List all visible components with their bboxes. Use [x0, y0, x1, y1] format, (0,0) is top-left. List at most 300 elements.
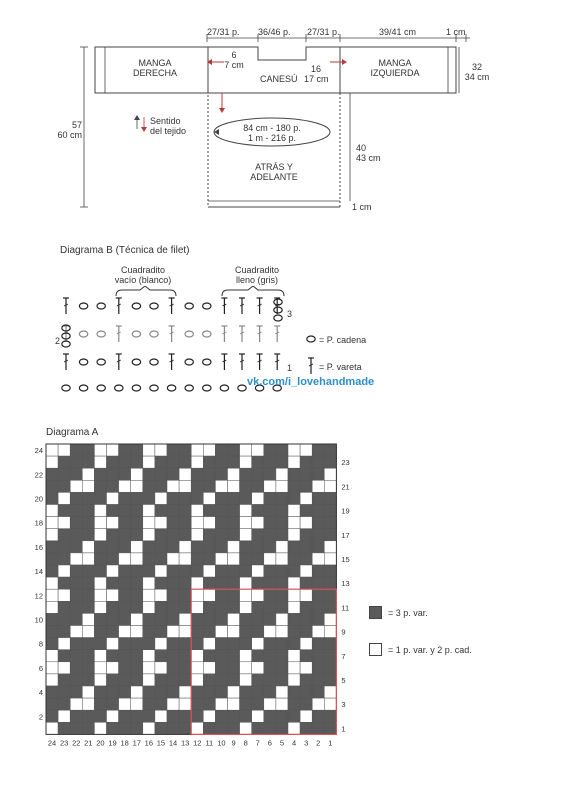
grid-cell	[288, 553, 300, 565]
grid-cell	[312, 613, 324, 625]
grid-cell	[203, 468, 215, 480]
grid-cell	[324, 553, 336, 565]
grid-cell	[288, 722, 300, 734]
grid-cell	[215, 638, 227, 650]
chain-stitch	[238, 385, 246, 391]
grid-cell	[228, 650, 240, 662]
grid-cell	[179, 444, 191, 456]
grid-cell	[46, 517, 58, 529]
filled-square-line2: lleno (gris)	[235, 275, 278, 285]
col-number: 3	[304, 738, 309, 748]
grid-cell	[155, 480, 167, 492]
grid-cell	[179, 565, 191, 577]
grid-cell	[70, 722, 82, 734]
row-number-left: 22	[34, 470, 43, 480]
grid-cell	[82, 529, 94, 541]
legend-filled-label: = 3 p. var.	[388, 608, 428, 618]
grid-cell	[143, 468, 155, 480]
grid-cell	[312, 517, 324, 529]
grid-cell	[215, 626, 227, 638]
grid-cell	[167, 553, 179, 565]
grid-cell	[215, 444, 227, 456]
grid-cell	[119, 662, 131, 674]
grid-cell	[70, 517, 82, 529]
grid-cell	[155, 601, 167, 613]
grid-cell	[82, 698, 94, 710]
grid-cell	[215, 662, 227, 674]
grid-cell	[288, 601, 300, 613]
grid-cell	[179, 674, 191, 686]
grid-cell	[119, 674, 131, 686]
col-number: 14	[168, 738, 178, 748]
grid-cell	[155, 638, 167, 650]
grid-cell	[276, 444, 288, 456]
col-number: 4	[291, 738, 297, 748]
grid-cell	[312, 541, 324, 553]
legend-chain-label: = P. cadena	[319, 335, 367, 345]
chain-stitch	[274, 299, 282, 305]
grid-cell	[82, 674, 94, 686]
grid-cell	[276, 480, 288, 492]
grid-cell	[252, 541, 264, 553]
row-number-right: 15	[341, 554, 350, 564]
row-number-left: 8	[38, 639, 43, 649]
grid-cell	[203, 710, 215, 722]
col-number: 16	[144, 738, 154, 748]
grid-cell	[264, 686, 276, 698]
grid-cell	[324, 492, 336, 504]
chain-stitch	[150, 303, 158, 309]
grid-cell	[324, 638, 336, 650]
grid-cell	[70, 553, 82, 565]
grid-cell	[288, 662, 300, 674]
grid-cell	[70, 505, 82, 517]
grid-cell	[324, 674, 336, 686]
sleeve-left-label	[355, 58, 435, 78]
grid-cell	[228, 517, 240, 529]
direction-label	[150, 116, 186, 136]
grid-cell	[107, 444, 119, 456]
grid-cell	[167, 722, 179, 734]
grid-cell	[203, 650, 215, 662]
grid-cell	[82, 541, 94, 553]
grid-cell	[203, 480, 215, 492]
grid-cell	[252, 517, 264, 529]
grid-cell	[312, 626, 324, 638]
row-number-right: 5	[341, 675, 346, 685]
grid-cell	[131, 456, 143, 468]
col-number: 19	[108, 738, 117, 748]
circumference-label	[232, 123, 312, 143]
grid-cell	[252, 626, 264, 638]
grid-cell	[288, 456, 300, 468]
grid-cell	[215, 650, 227, 662]
grid-cell	[203, 456, 215, 468]
grid-cell	[131, 613, 143, 625]
grid-cell	[288, 505, 300, 517]
grid-cell	[46, 662, 58, 674]
grid-cell	[240, 541, 252, 553]
col-number: 20	[96, 738, 105, 748]
grid-cell	[155, 517, 167, 529]
grid-cell	[300, 722, 312, 734]
grid-cell	[58, 517, 70, 529]
grid-cell	[240, 650, 252, 662]
grid-cell	[264, 565, 276, 577]
grid-cell	[228, 601, 240, 613]
chain-stitch	[62, 385, 70, 391]
grid-cell	[155, 722, 167, 734]
grid-cell	[107, 517, 119, 529]
grid-cell	[70, 686, 82, 698]
grid-cell	[46, 626, 58, 638]
bottom-edge-dim: 1 cm	[352, 202, 372, 212]
grid-cell	[155, 456, 167, 468]
filled-square-label	[222, 265, 292, 285]
grid-cell	[58, 710, 70, 722]
grid-cell	[155, 662, 167, 674]
grid-cell	[324, 505, 336, 517]
chain-stitch	[150, 331, 158, 337]
grid-cell	[82, 626, 94, 638]
grid-cell	[119, 601, 131, 613]
chain-stitch	[132, 359, 140, 365]
grid-cell	[191, 492, 203, 504]
grid-cell	[240, 710, 252, 722]
grid-cell	[82, 553, 94, 565]
chain-stitch	[274, 307, 282, 313]
grid-cell	[203, 674, 215, 686]
row-number-left: 4	[38, 688, 43, 698]
grid-cell	[94, 613, 106, 625]
grid-cell	[203, 662, 215, 674]
grid-cell	[94, 601, 106, 613]
grid-cell	[82, 480, 94, 492]
grid-cell	[288, 650, 300, 662]
grid-cell	[252, 456, 264, 468]
sleeve-width	[462, 62, 492, 82]
body-height-2: 60 cm	[57, 130, 82, 140]
grid-cell	[58, 686, 70, 698]
grid-cell	[70, 613, 82, 625]
grid-cell	[131, 444, 143, 456]
grid-cell	[119, 589, 131, 601]
grid-cell	[107, 480, 119, 492]
grid-cell	[58, 650, 70, 662]
neck-depth-1: 6	[231, 50, 237, 60]
grid-cell	[143, 710, 155, 722]
grid-cell	[155, 589, 167, 601]
grid-cell	[252, 553, 264, 565]
grid-cell	[215, 492, 227, 504]
grid-cell	[167, 541, 179, 553]
grid-cell	[228, 492, 240, 504]
grid-cell	[240, 492, 252, 504]
grid-cell	[46, 698, 58, 710]
grid-cell	[82, 505, 94, 517]
grid-cell	[203, 686, 215, 698]
grid-cell	[324, 565, 336, 577]
grid-cell	[58, 565, 70, 577]
diagram-b-title: Diagrama B (Técnica de filet)	[60, 245, 190, 256]
grid-cell	[191, 541, 203, 553]
col-number: 2	[316, 738, 321, 748]
grid-cell	[288, 444, 300, 456]
grid-cell	[46, 722, 58, 734]
grid-cell	[264, 541, 276, 553]
grid-cell	[252, 565, 264, 577]
col-number: 8	[243, 738, 248, 748]
grid-cell	[288, 589, 300, 601]
grid-cell	[276, 589, 288, 601]
grid-cell	[203, 444, 215, 456]
grid-cell	[143, 722, 155, 734]
grid-cell	[143, 565, 155, 577]
grid-cell	[264, 505, 276, 517]
chain-stitch	[150, 385, 158, 391]
grid-cell	[276, 662, 288, 674]
grid-cell	[131, 626, 143, 638]
grid-cell	[324, 626, 336, 638]
col-number: 10	[217, 738, 226, 748]
grid-cell	[143, 505, 155, 517]
row-number-3: 3	[287, 309, 293, 319]
grid-cell	[82, 565, 94, 577]
grid-cell	[191, 444, 203, 456]
grid-cell	[58, 722, 70, 734]
grid-cell	[264, 589, 276, 601]
grid-cell	[179, 662, 191, 674]
grid-cell	[143, 626, 155, 638]
grid-cell	[143, 601, 155, 613]
grid-cell	[240, 638, 252, 650]
legend-filled-swatch	[369, 606, 382, 619]
grid-cell	[167, 674, 179, 686]
grid-cell	[312, 492, 324, 504]
row-number-right: 17	[341, 530, 350, 540]
grid-cell	[167, 480, 179, 492]
grid-cell	[228, 686, 240, 698]
grid-cell	[300, 529, 312, 541]
grid-cell	[215, 541, 227, 553]
direction-line2: del tejido	[150, 126, 187, 136]
grid-cell	[107, 710, 119, 722]
grid-cell	[228, 613, 240, 625]
chain-stitch	[150, 359, 158, 365]
grid-cell	[143, 492, 155, 504]
grid-cell	[276, 674, 288, 686]
grid-cell	[203, 505, 215, 517]
chain-stitch	[203, 385, 211, 391]
grid-cell	[155, 468, 167, 480]
grid-cell	[107, 613, 119, 625]
grid-cell	[155, 674, 167, 686]
grid-cell	[191, 480, 203, 492]
grid-cell	[324, 444, 336, 456]
grid-cell	[179, 650, 191, 662]
grid-cell	[131, 674, 143, 686]
neck-depth-2: 7 cm	[224, 60, 244, 70]
grid-cell	[215, 577, 227, 589]
grid-cell	[203, 577, 215, 589]
grid-cell	[191, 589, 203, 601]
grid-cell	[179, 492, 191, 504]
grid-cell	[179, 601, 191, 613]
grid-cell	[94, 577, 106, 589]
dim-right-yoke-stitches: 27/31 p.	[307, 27, 340, 37]
row-number-left: 18	[34, 518, 43, 528]
chain-stitch	[79, 359, 87, 365]
grid-cell	[264, 529, 276, 541]
grid-cell	[240, 565, 252, 577]
grid-cell	[240, 529, 252, 541]
grid-cell	[276, 541, 288, 553]
grid-cell	[155, 698, 167, 710]
schematic-lines	[0, 0, 576, 230]
grid-cell	[119, 565, 131, 577]
grid-cell	[276, 456, 288, 468]
grid-cell	[312, 638, 324, 650]
grid-cell	[300, 601, 312, 613]
chain-stitch	[203, 331, 211, 337]
grid-cell	[82, 662, 94, 674]
grid-cell	[288, 626, 300, 638]
grid-cell	[288, 638, 300, 650]
grid-cell	[131, 529, 143, 541]
grid-cell	[70, 468, 82, 480]
grid-cell	[203, 553, 215, 565]
grid-cell	[228, 662, 240, 674]
grid-cell	[119, 541, 131, 553]
grid-cell	[143, 674, 155, 686]
grid-cell	[312, 505, 324, 517]
grid-cell	[46, 638, 58, 650]
grid-cell	[240, 686, 252, 698]
grid-cell	[58, 613, 70, 625]
grid-cell	[143, 553, 155, 565]
grid-cell	[276, 626, 288, 638]
row-number-1: 1	[287, 363, 293, 373]
grid-cell	[167, 444, 179, 456]
row-number-right: 19	[341, 506, 350, 516]
grid-cell	[203, 565, 215, 577]
col-number: 11	[205, 738, 214, 748]
grid-cell	[94, 662, 106, 674]
grid-cell	[82, 468, 94, 480]
chain-stitch	[115, 385, 123, 391]
grid-cell	[288, 492, 300, 504]
grid-cell	[312, 722, 324, 734]
grid-cell	[276, 613, 288, 625]
grid-cell	[191, 517, 203, 529]
grid-cell	[324, 577, 336, 589]
chain-stitch	[79, 331, 87, 337]
grid-cell	[264, 650, 276, 662]
grid-cell	[300, 613, 312, 625]
grid-cell	[203, 589, 215, 601]
col-number: 12	[193, 738, 202, 748]
grid-cell	[155, 505, 167, 517]
grid-cell	[94, 492, 106, 504]
grid-cell	[215, 589, 227, 601]
grid-cell	[191, 613, 203, 625]
grid-cell	[107, 601, 119, 613]
grid-cell	[167, 492, 179, 504]
grid-cell	[94, 686, 106, 698]
grid-cell	[94, 722, 106, 734]
grid-cell	[167, 589, 179, 601]
grid-cell	[107, 541, 119, 553]
grid-cell	[131, 468, 143, 480]
grid-cell	[119, 480, 131, 492]
grid-cell	[131, 698, 143, 710]
sleeve-right-line2: DERECHA	[132, 68, 177, 78]
grid-cell	[107, 674, 119, 686]
chain-stitch	[185, 331, 193, 337]
grid-cell	[191, 662, 203, 674]
grid-cell	[288, 577, 300, 589]
grid-cell	[276, 638, 288, 650]
grid-cell	[155, 577, 167, 589]
grid-cell	[203, 626, 215, 638]
grid-cell	[179, 722, 191, 734]
yoke-depth-2: 17 cm	[304, 74, 329, 84]
grid-cell	[46, 505, 58, 517]
grid-cell	[240, 722, 252, 734]
grid-cell	[215, 565, 227, 577]
sleeve-width-1: 32	[471, 62, 482, 72]
grid-cell	[46, 444, 58, 456]
chain-stitch	[203, 303, 211, 309]
grid-cell	[143, 686, 155, 698]
grid-cell	[228, 674, 240, 686]
grid-cell	[276, 698, 288, 710]
grid-cell	[70, 541, 82, 553]
grid-cell	[155, 650, 167, 662]
grid-cell	[312, 686, 324, 698]
grid-cell	[119, 517, 131, 529]
grid-cell	[46, 480, 58, 492]
grid-cell	[167, 662, 179, 674]
grid-cell	[143, 444, 155, 456]
grid-cell	[107, 686, 119, 698]
grid-cell	[94, 444, 106, 456]
grid-cell	[240, 589, 252, 601]
grid-cell	[203, 613, 215, 625]
grid-cell	[167, 529, 179, 541]
body-label-line1: ATRÁS Y	[255, 162, 293, 172]
chain-stitch	[97, 385, 105, 391]
grid-cell	[155, 529, 167, 541]
grid-cell	[94, 468, 106, 480]
chain-stitch	[185, 385, 193, 391]
grid-cell	[191, 674, 203, 686]
grid-cell	[167, 456, 179, 468]
grid-cell	[240, 444, 252, 456]
grid-cell	[143, 480, 155, 492]
grid-cell	[107, 589, 119, 601]
grid-cell	[82, 492, 94, 504]
grid-cell	[58, 529, 70, 541]
grid-cell	[264, 601, 276, 613]
grid-cell	[58, 541, 70, 553]
empty-square-line1: Cuadradito	[120, 265, 166, 275]
grid-cell	[252, 650, 264, 662]
grid-cell	[70, 698, 82, 710]
grid-cell	[167, 505, 179, 517]
grid-cell	[179, 613, 191, 625]
neck-depth	[224, 50, 244, 70]
